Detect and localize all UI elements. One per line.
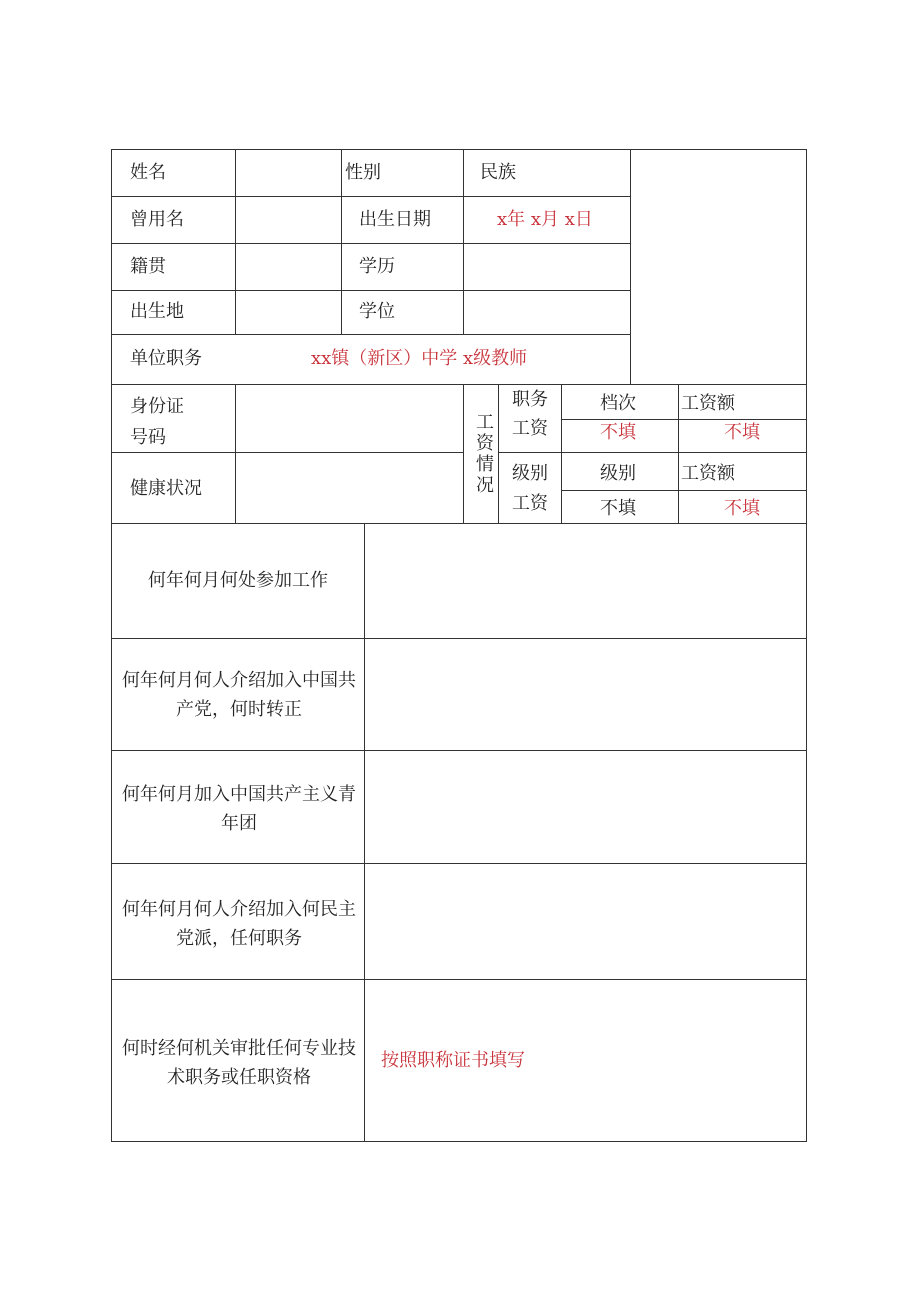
name-field[interactable] xyxy=(236,150,340,196)
col-line xyxy=(561,384,562,524)
ethnicity-label: 民族 xyxy=(480,162,516,183)
row-line xyxy=(561,490,807,491)
degree-field[interactable] xyxy=(464,291,629,334)
health-field[interactable] xyxy=(236,453,463,523)
degree-label: 学位 xyxy=(359,301,395,322)
education-label: 学历 xyxy=(359,256,395,277)
col-line xyxy=(498,384,499,524)
birth-date-value[interactable]: x年 x月 x日 xyxy=(497,209,593,230)
col-line xyxy=(678,384,679,524)
row-line xyxy=(111,196,630,197)
grade-salary-label-line1: 级别 xyxy=(512,463,548,484)
id-card-label-line1: 身份证 xyxy=(130,396,184,417)
salary-amount-header-1: 工资额 xyxy=(681,393,735,414)
birthplace-label: 出生地 xyxy=(130,301,184,322)
post-salary-label-line2: 工资 xyxy=(512,418,548,439)
border-right xyxy=(806,149,807,1142)
photo-area[interactable] xyxy=(631,150,806,384)
unit-position-value[interactable]: xx镇（新区）中学 x级教师 xyxy=(311,348,528,369)
border-bottom xyxy=(111,1141,807,1142)
history-answer-league[interactable] xyxy=(365,751,806,863)
unit-position-label: 单位职务 xyxy=(130,348,202,369)
id-card-field[interactable] xyxy=(236,385,463,452)
name-label: 姓名 xyxy=(130,162,166,183)
row-line xyxy=(111,334,630,335)
post-salary-label-line1: 职务 xyxy=(512,389,548,410)
salary-info-label: 工资情况 xyxy=(476,412,494,496)
border-left xyxy=(111,149,112,1142)
title-qualification-note[interactable]: 按照职称证书填写 xyxy=(381,1050,525,1071)
education-field[interactable] xyxy=(464,244,629,290)
grade-salary-label-line2: 工资 xyxy=(512,493,548,514)
former-name-field[interactable] xyxy=(236,197,340,243)
col-line xyxy=(341,149,342,335)
history-question-democratic-party: 何年何月何人介绍加入何民主党派，任何职务 xyxy=(122,899,356,949)
history-answer-work-start[interactable] xyxy=(365,524,806,638)
tier-header: 档次 xyxy=(600,393,636,414)
col-line xyxy=(463,384,464,524)
birth-date-label: 出生日期 xyxy=(359,209,431,230)
salary-amount-header-2: 工资额 xyxy=(681,463,735,484)
row-line xyxy=(561,419,807,420)
grade-value[interactable]: 不填 xyxy=(600,498,636,519)
native-place-field[interactable] xyxy=(236,244,340,290)
history-question-party: 何年何月何人介绍加入中国共产党，何时转正 xyxy=(122,670,356,720)
former-name-label: 曾用名 xyxy=(130,209,184,230)
history-question-work-start: 何年何月何处参加工作 xyxy=(148,570,328,591)
post-amount-value[interactable]: 不填 xyxy=(724,422,760,443)
gender-label: 性别 xyxy=(345,162,381,183)
history-question-title-qualification: 何时经何机关审批任何专业技术职务或任职资格 xyxy=(122,1038,356,1088)
post-tier-value[interactable]: 不填 xyxy=(600,422,636,443)
birthplace-field[interactable] xyxy=(236,291,340,334)
history-answer-party[interactable] xyxy=(365,639,806,750)
id-card-label-line2: 号码 xyxy=(130,427,166,448)
grade-amount-value[interactable]: 不填 xyxy=(724,498,760,519)
row-line xyxy=(111,979,807,980)
grade-header: 级别 xyxy=(600,463,636,484)
native-place-label: 籍贯 xyxy=(130,256,166,277)
history-question-league: 何年何月加入中国共产主义青年团 xyxy=(122,784,356,834)
history-answer-democratic-party[interactable] xyxy=(365,864,806,979)
health-label: 健康状况 xyxy=(130,478,202,499)
row-line xyxy=(498,452,807,453)
